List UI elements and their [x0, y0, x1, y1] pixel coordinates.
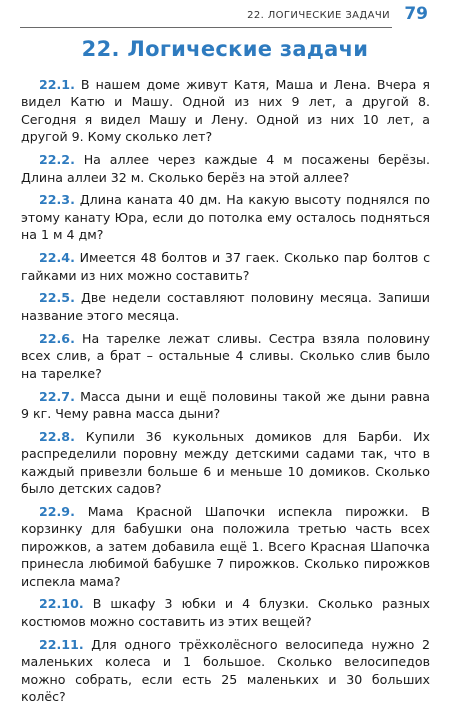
problem-number: 22.8. [39, 428, 75, 444]
problem-number: 22.11. [39, 636, 84, 652]
problem-22-9 [21, 503, 430, 590]
problem-number: 22.7. [39, 388, 75, 404]
problem-number: 22.6. [39, 330, 75, 346]
problem-22-5 [21, 289, 430, 324]
problem-text: Масса дыни и ещё половины такой же дыни равна 9 кг. Чему равна масса дыни? [21, 388, 430, 421]
problem-text: Имеется 48 болтов и 37 гаек. Сколько пар болтов с гайками из них можно составить? [21, 250, 430, 283]
problem-text: На тарелке лежат сливы. Сестра взяла половину всех слив, а брат – остальные 4 сливы. Сколько слив было на тарелке? [21, 330, 430, 381]
page-number: 79 [404, 4, 428, 24]
problem-number: 22.3. [39, 192, 75, 208]
problem-22-2 [21, 151, 430, 186]
problem-text: В шкафу 3 юбки и 4 блузки. Сколько разных костюмов можно составить из этих вещей? [21, 596, 430, 629]
problem-22-11 [21, 636, 430, 706]
problem-text: Две недели составляют половину месяца. Запиши название этого месяца. [21, 290, 430, 323]
problem-number: 22.5. [39, 290, 75, 306]
running-title: 22. ЛОГИЧЕСКИЕ ЗАДАЧИ [247, 10, 390, 21]
problem-text: Купили 36 кукольных домиков для Барби. Их распределили поровну между детскими садами так, что в каждый привезли больше 6 и меньше 10 домиков. Сколько было детских садов? [21, 428, 430, 497]
problem-22-7 [21, 388, 430, 423]
problem-list [21, 76, 430, 711]
problem-number: 22.2. [39, 152, 75, 168]
problem-22-4 [21, 249, 430, 284]
problem-number: 22.10. [39, 596, 84, 612]
running-header [20, 4, 428, 26]
header-rule [20, 27, 392, 28]
problem-text: Длина каната 40 дм. На какую высоту поднялся по этому канату Юра, если до потолка ему осталось подняться на 1 м 4 дм? [21, 192, 430, 243]
problem-text: Для одного трёхколёсного велосипеда нужно 2 маленьких колеса и 1 большое. Сколько велосипедов можно собрать, если есть 25 маленьких и 30 больших колёс? [21, 636, 430, 704]
problem-text: На аллее через каждые 4 м посажены берёзы. Длина аллеи 32 м. Сколько берёз на этой аллее? [21, 152, 430, 185]
problem-text: Мама Красной Шапочки испекла пирожки. В корзинку для бабушки она положила третью часть всех пирожков, а затем добавила ещё 1. Всего Красная Шапочка принесла любимой бабушке 7 пирожков. Сколько пирожков испекла мама? [21, 503, 430, 589]
problem-number: 22.9. [39, 503, 75, 519]
problem-22-8 [21, 428, 430, 498]
problem-22-10 [21, 595, 430, 630]
problem-22-3 [21, 191, 430, 243]
section-title: 22. Логические задачи [81, 37, 369, 61]
problem-number: 22.4. [39, 250, 75, 266]
problem-number: 22.1. [39, 77, 75, 92]
problem-text: В нашем доме живут Катя, Маша и Лена. Вчера я видел Катю и Машу. Одной из них 9 лет, а другой 8. Сегодня я видел Машу и Лену. Одной из них 10 лет, а другой 9. Кому сколько лет? [21, 77, 430, 145]
problem-22-1 [21, 76, 430, 146]
problem-22-6 [21, 330, 430, 382]
